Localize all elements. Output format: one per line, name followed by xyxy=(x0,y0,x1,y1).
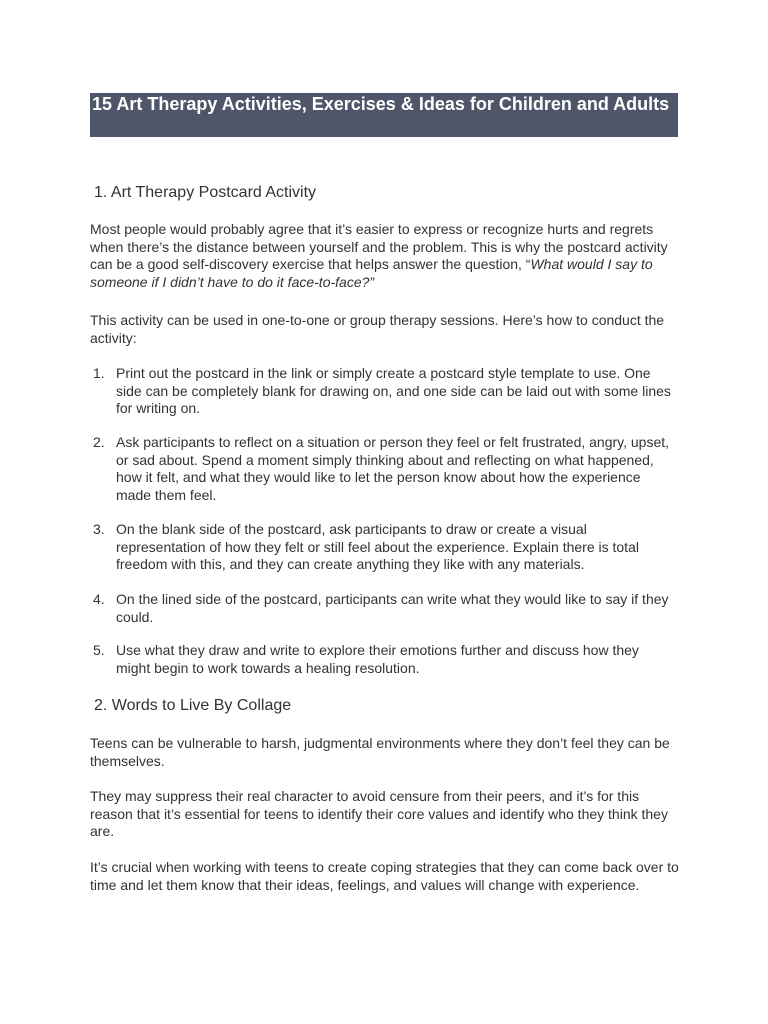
quote-text: What would I say to someone if I didn’t have to do it face-to-face?” xyxy=(90,256,653,290)
list-item-text: On the lined side of the postcard, participants can write what they would like to say if they could. xyxy=(116,591,669,625)
paragraph-teens-suppress: They may suppress their real character to avoid censure from their peers, and it’s for this reason that it’s essential for teens to identify their core values and identify who they think they are. xyxy=(90,788,668,839)
paragraph-postcard-intro xyxy=(90,221,680,291)
text-run: This activity can be used in one-to-one or xyxy=(90,312,350,328)
list-item-text: Print out the postcard in the link or simply create a postcard style template to use. One side can be completely blank for drawing on, and one side can be laid out with some lines for writing on. xyxy=(116,365,671,416)
text-run: sessions. Here’s how to conduct the activity: xyxy=(90,312,665,346)
text-run: can be a good self-discovery exercise that helps answer the question, “ xyxy=(90,256,531,272)
list-item-text: On the blank side of the postcard, ask participants to draw or create a visual representation of how they felt or still feel about the experience. Explain there is total freedom with this, and they can create anything they like with any materials. xyxy=(116,521,639,572)
section-heading-postcard: 1. Art Therapy Postcard Activity xyxy=(94,184,317,201)
list-item xyxy=(90,591,680,626)
postcard-activity-link[interactable]: postcard activity xyxy=(567,238,668,255)
list-item-text: Ask participants to reflect on a situation or person they feel or felt frustrated, angry, upset, or sad about. Spend a moment simply thinking about and reflecting on what happened, how it felt, and what they would like to let the person know about how the experience made them feel. xyxy=(116,434,670,503)
paragraph-teens-vulnerable: Teens can be vulnerable to harsh, judgmental environments where they don’t feel they can be themselves. xyxy=(90,735,670,769)
list-number: 2. xyxy=(93,434,105,450)
paragraph-teens-coping: It’s crucial when working with teens to create coping strategies that they can come back over to time and let them know that their ideas, feelings, and values will change with experience. xyxy=(90,859,679,893)
paragraph-activity-usage xyxy=(90,312,680,347)
list-number: 4. xyxy=(93,591,105,607)
list-number: 3. xyxy=(93,521,105,537)
list-item xyxy=(90,642,680,677)
list-number: 5. xyxy=(93,642,105,658)
group-therapy-link[interactable]: group therapy xyxy=(349,312,437,328)
section-heading-collage: 2. Words to Live By Collage xyxy=(94,697,292,714)
list-item-text: Use what they draw and write to explore their emotions further and discuss how they might begin to work towards a healing resolution. xyxy=(116,642,639,676)
list-item xyxy=(90,365,680,418)
text-run: Most people would probably agree that it’s easier to express or recognize hurts and regrets when there’s the distance between yourself and the problem. This is why the xyxy=(90,221,654,255)
page-title: 15 Art Therapy Activities, Exercises & Ideas for Children and Adults xyxy=(90,93,678,137)
list-item xyxy=(90,434,680,504)
list-item xyxy=(90,521,680,574)
list-number: 1. xyxy=(93,365,105,381)
